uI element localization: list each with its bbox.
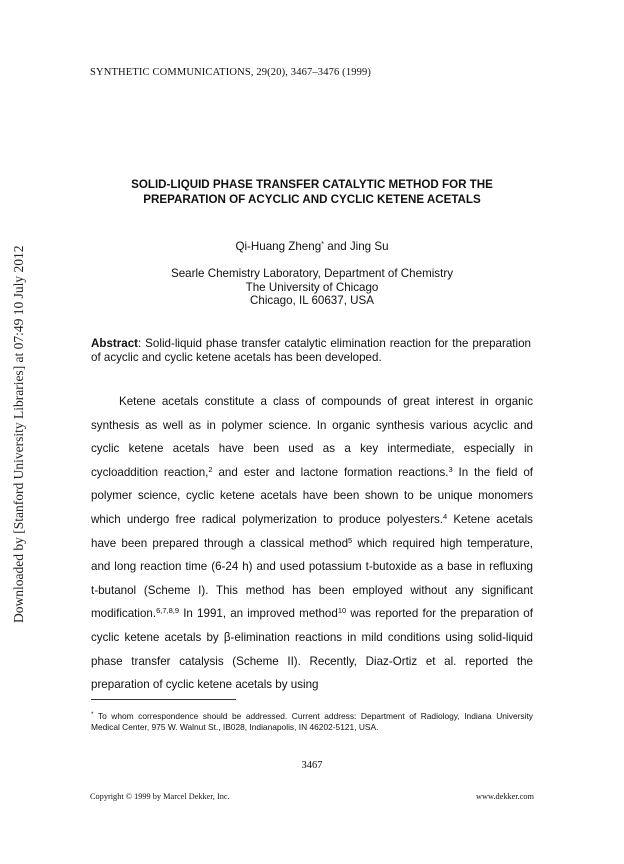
- reference-mark: 10: [337, 606, 347, 616]
- journal-header: SYNTHETIC COMMUNICATIONS, 29(20), 3467–3476 (1999): [90, 67, 372, 78]
- affiliation-line-3: Chicago, IL 60637, USA: [250, 294, 374, 308]
- download-watermark: Downloaded by [Stanford University Libraries] at 07:49 10 July 2012: [11, 245, 26, 623]
- body-segment: Ketene acetals have been prepared through a classical method: [91, 512, 533, 550]
- reference-mark: 6,7,8,9: [156, 606, 180, 616]
- footnote: [91, 709, 533, 733]
- reference-mark: 5: [348, 535, 353, 545]
- authors: [92, 240, 532, 253]
- publisher-website: www.dekker.com: [476, 792, 534, 801]
- body-segment: Ketene acetals constitute a class of compounds of great interest in organic synthesis as well as in polymer science. In organic synthesis various acyclic and cyclic ketene acetals have been used as a key intermediate, especially in cycloaddition reaction,: [91, 395, 533, 479]
- corresponding-author-mark: *: [321, 239, 325, 248]
- abstract-label: Abstract: [91, 337, 139, 350]
- abstract-text: : Solid-liquid phase transfer catalytic elimination reaction for the preparation of acyclic and cyclic ketene acetals has been developed.: [91, 337, 531, 364]
- author-first: Qi-Huang Zheng: [235, 240, 322, 253]
- footnote-text: To whom correspondence should be addressed. Current address: Department of Radiology, Indiana University Medical Center, 975 W. Walnut St., IB028, Indianapolis, IN 46202-5121, USA.: [91, 711, 533, 733]
- page-number: 3467: [301, 760, 323, 771]
- body-segment: which required high temperature, and long reaction time (6-24 h) and used potassium t-butoxide as a base in refluxing t-butanol (Scheme I). This method has been employed without any significant modification.: [91, 536, 533, 621]
- reference-mark: 3: [448, 464, 453, 474]
- title-line-2: PREPARATION OF ACYCLIC AND CYCLIC KETENE ACETALS: [143, 192, 481, 206]
- body-text: [91, 390, 533, 697]
- affiliation: [92, 267, 532, 308]
- reference-mark: 2: [208, 464, 213, 474]
- body-segment: was reported for the preparation of cyclic ketene acetals by β-elimination reactions in mild conditions using solid-liquid phase transfer catalysis (Scheme II). Recently, Diaz-Ortiz et al. reported the preparation of cyclic ketene acetals by using: [91, 607, 533, 692]
- title-line-1: SOLID-LIQUID PHASE TRANSFER CATALYTIC METHOD FOR THE: [131, 178, 493, 191]
- affiliation-line-2: The University of Chicago: [245, 280, 379, 294]
- article-title: [92, 178, 532, 207]
- body-paragraph: [91, 390, 533, 697]
- body-segment: In 1991, an improved method: [179, 607, 338, 621]
- abstract: [91, 337, 531, 365]
- body-segment: In the field of polymer science, cyclic ketene acetals have been shown to be unique monomers which undergo free radical polymerization to produce polyesters.: [91, 465, 533, 526]
- author-rest: and Jing Su: [324, 240, 389, 253]
- footnote-divider: [91, 699, 236, 700]
- footnote-mark: *: [91, 711, 94, 718]
- affiliation-line-1: Searle Chemistry Laboratory, Department of Chemistry: [170, 267, 453, 280]
- body-segment: and ester and lactone formation reactions.: [212, 465, 449, 479]
- copyright-notice: Copyright © 1999 by Marcel Dekker, Inc.: [90, 792, 230, 801]
- reference-mark: 4: [442, 511, 448, 521]
